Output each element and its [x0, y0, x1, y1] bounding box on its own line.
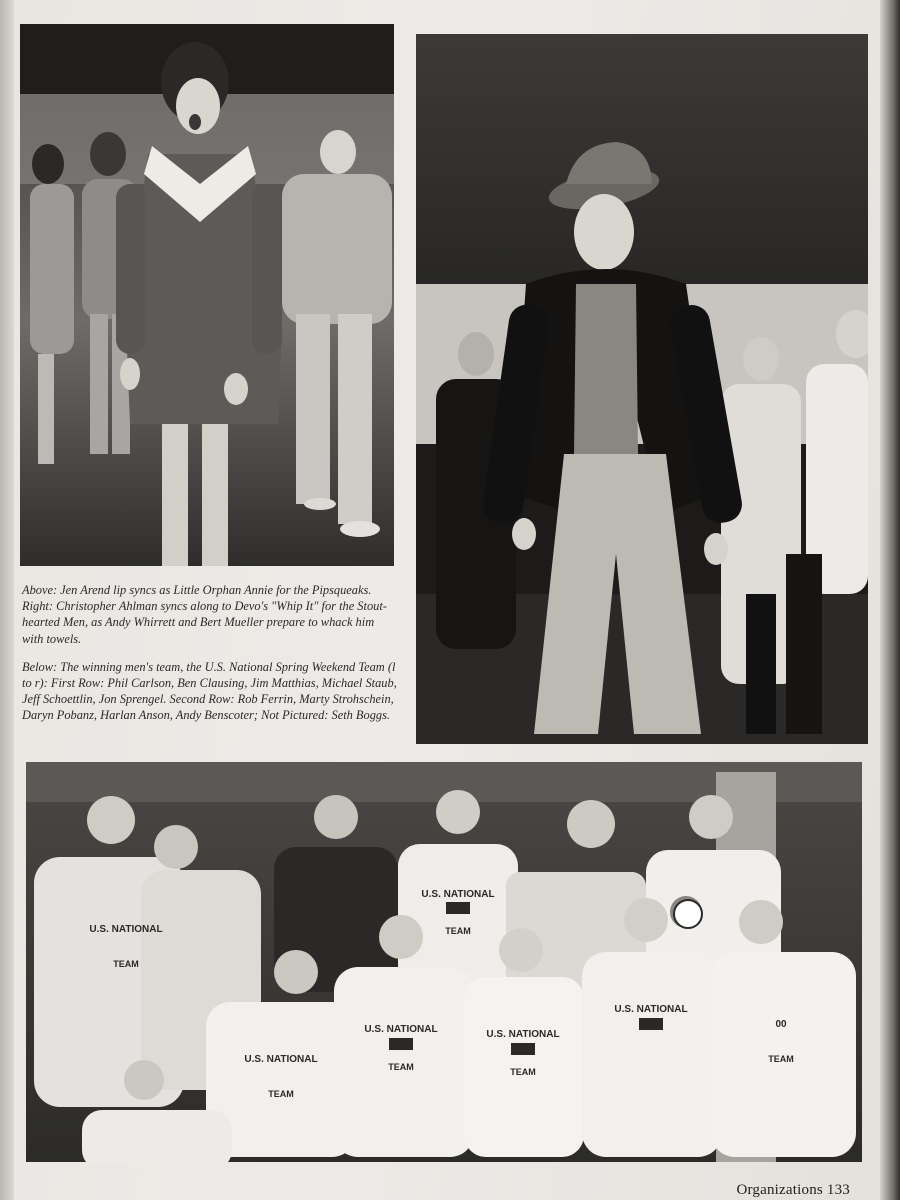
page-edge-shadow: [880, 0, 900, 1200]
photo-orphan-annie-lip-sync: [20, 24, 394, 566]
caption-above-right: Above: Jen Arend lip syncs as Little Orphan Annie for the Pipsqueaks. Right: Christopher Ahlman syncs along to Devo's "Whip It" for the Stout-hearted Men, as Andy Whirrett and Bert Mueller prepare to whack him with towels.: [22, 583, 387, 646]
svg-text:TEAM: TEAM: [510, 1067, 536, 1077]
photo-captions: [22, 582, 398, 736]
svg-text:TEAM: TEAM: [268, 1089, 294, 1099]
svg-text:TEAM: TEAM: [113, 959, 139, 969]
svg-text:TEAM: TEAM: [445, 926, 471, 936]
svg-text:U.S. NATIONAL: U.S. NATIONAL: [421, 889, 495, 900]
page-gutter-shadow: [0, 0, 14, 1200]
page-folio: Organizations 133: [736, 1182, 850, 1198]
caption-below: Below: The winning men's team, the U.S. National Spring Weekend Team (l to r): First Row: Phil Carlson, Ben Clausing, Jim Matthias, Michael Staub, Jeff Schoettlin, Jon Sprengel. Second Row: Rob Ferrin, Marty Strohschein, Daryn Pobanz, Harlan Anson, Andy Benscoter; Not Pictured: Seth Boggs.: [22, 659, 397, 723]
svg-text:U.S. NATIONAL: U.S. NATIONAL: [486, 1029, 560, 1040]
svg-text:TEAM: TEAM: [768, 1054, 794, 1064]
svg-text:00: 00: [775, 1019, 787, 1030]
svg-text:U.S. NATIONAL: U.S. NATIONAL: [614, 1004, 688, 1015]
photo-us-national-spring-weekend-team: [26, 762, 862, 1162]
svg-text:U.S. NATIONAL: U.S. NATIONAL: [364, 1024, 438, 1035]
svg-text:TEAM: TEAM: [388, 1062, 414, 1072]
svg-text:U.S. NATIONAL: U.S. NATIONAL: [244, 1054, 318, 1065]
svg-text:U.S. NATIONAL: U.S. NATIONAL: [89, 924, 163, 935]
photo-whip-it-lip-sync: [416, 34, 868, 744]
